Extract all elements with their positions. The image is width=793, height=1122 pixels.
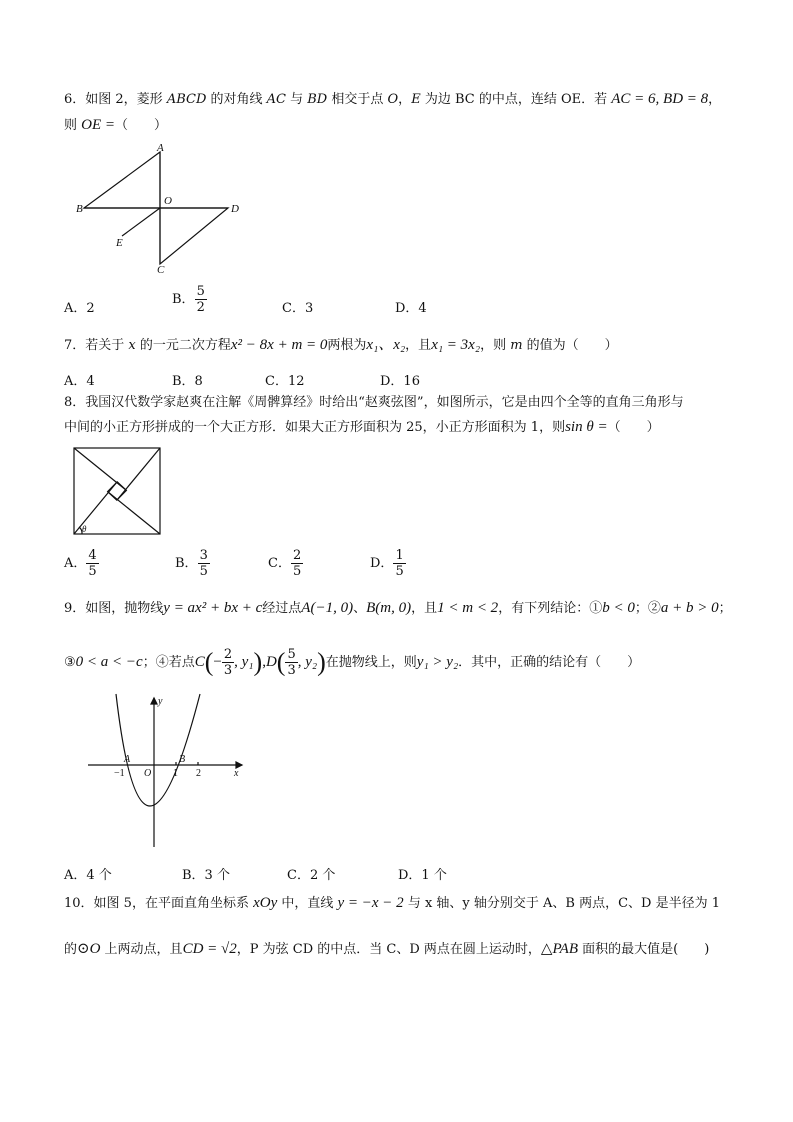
q10-line2: 的⊙O 上两动点，且CD = √2，P 为弦 CD 的中点．当 C、D 两点在圆上运动时，△PAB 面积的最大值是( ) [64, 941, 710, 957]
fraction: $\frac{2}{5}$ [292, 548, 302, 579]
q8-option-b[interactable]: B． $\frac{3}{5}$ [175, 548, 208, 579]
q9-conclusion-2: a + b > 0 [660, 600, 719, 616]
fraction: $\frac{2}{3}$ [223, 647, 233, 678]
q10-line1: 10．如图 5，在平面直角坐标系 xOy 中，直线 y = −x − 2 与 x 轴、y 轴分别交于 A、B 两点，C、D 是半径为 1 [64, 895, 721, 911]
q6-rhombus-figure [78, 142, 248, 274]
label-1: 1 [173, 768, 178, 779]
q6-option-c[interactable]: C．3 [282, 301, 314, 316]
label-e: E [116, 237, 123, 249]
q7-option-d[interactable]: D．16 [380, 374, 420, 389]
label-c: C [157, 264, 165, 276]
q9-parabola-figure [86, 692, 248, 852]
label-a: A [157, 142, 164, 154]
label-b: B [76, 203, 83, 215]
q10-triangle: △PAB [540, 941, 579, 957]
q7-equation: x² − 8x + m = 0 [230, 337, 328, 353]
q6-line2: 则 OE =（ ） [64, 117, 168, 133]
q6-condition: AC = 6, BD = 8 [611, 91, 709, 107]
hypotenuse-2 [117, 448, 160, 500]
q8-line2: 中间的小正方形拼成的一个大正方形．如果大正方形面积为 25，小正方形面积为 1，则sin θ =（ ） [64, 419, 660, 435]
q10-cd: CD = √2 [182, 941, 237, 957]
q9-option-d[interactable]: D．1 个 [398, 868, 447, 883]
q9-option-b[interactable]: B．3 个 [182, 868, 230, 883]
hypotenuse-3 [108, 492, 160, 534]
q9-option-a[interactable]: A．4 个 [64, 868, 112, 883]
theta-label: θ [82, 524, 87, 534]
q9-parabola: y = ax² + bx + c [163, 600, 263, 616]
q9-line2: ③0 < a < −c；④若点C(− $\frac{2}{3}$ , y₁),D( $\frac{5}{3}$ , y₂)在抛物线上，则y₁ > y₂．其中，正确的结论有（ ） [64, 647, 641, 678]
q6-oe: OE = [81, 117, 116, 133]
label-a: A [124, 754, 131, 765]
label-o: O [144, 768, 152, 779]
y-axis-arrow [151, 698, 157, 704]
parabola-curve [116, 694, 200, 806]
q9-option-c[interactable]: C．2 个 [287, 868, 336, 883]
q8-option-a[interactable]: A． $\frac{4}{5}$ [64, 548, 97, 579]
label-b: B [179, 754, 186, 765]
fraction: $\frac{1}{5}$ [395, 548, 404, 579]
hypotenuse-1 [74, 448, 126, 490]
q6-line1: 6．如图 2，菱形 ABCD 的对角线 AC 与 BD 相交于点 O，E 为边 BC 的中点，连结 OE．若 AC = 6, BD = 8， [64, 91, 722, 107]
outer-square [74, 448, 160, 534]
q7-relation: x₁ = 3x₂ [431, 337, 481, 353]
q9-line1: 9．如图，抛物线y = ax² + bx + c经过点A(−1, 0)、B(m, 0)，且1 < m < 2，有下列结论：①b < 0；②a + b > 0； [64, 600, 732, 616]
segment-oe [122, 208, 160, 236]
hypotenuse-4 [74, 482, 117, 534]
q6-option-b[interactable]: B． $\frac{5}{2}$ [172, 284, 205, 315]
fraction: $\frac{3}{5}$ [199, 548, 208, 579]
label-neg1: −1 [114, 768, 125, 779]
fraction: $\frac{5}{3}$ [287, 647, 296, 678]
fraction: $\frac{5}{2}$ [196, 284, 205, 315]
q8-option-d[interactable]: D． $\frac{1}{5}$ [370, 548, 404, 579]
q7-option-c[interactable]: C．12 [265, 374, 305, 389]
q6-option-a[interactable]: A．2 [64, 301, 95, 316]
q8-option-c[interactable]: C． $\frac{2}{5}$ [268, 548, 302, 579]
q7-option-b[interactable]: B．8 [172, 374, 203, 389]
label-x: x [234, 768, 239, 779]
q8-sin: sin θ = [565, 419, 608, 435]
label-d: D [231, 203, 239, 215]
inner-square [108, 482, 127, 500]
q10-xoy: xOy [253, 895, 278, 911]
q9-condition: 1 < m < 2 [437, 600, 499, 616]
q9-point-a: A(−1, 0) [301, 600, 354, 616]
q7-roots: x₁、x₂ [366, 337, 406, 353]
q6-option-d[interactable]: D．4 [395, 301, 427, 316]
q9-conclusion-4: y₁ > y₂ [416, 654, 459, 670]
label-y: y [158, 696, 163, 707]
q7-stem: 7．若关于 x 的一元二次方程x² − 8x + m = 0两根为x₁、x₂，且x₁ = 3x₂，则 m 的值为（ ） [64, 337, 618, 353]
q8-zhaoshuang-figure [72, 446, 164, 538]
q7-option-a[interactable]: A．4 [64, 374, 95, 389]
q9-conclusion-3: 0 < a < −c [75, 654, 143, 670]
fraction: $\frac{4}{5}$ [88, 548, 97, 579]
q8-line1: 8．我国汉代数学家赵爽在注解《周髀算经》时给出“赵爽弦图”，如图所示，它是由四个全等的直角三角形与 [64, 395, 684, 410]
q9-conclusion-1: b < 0 [602, 600, 635, 616]
q10-circle: ⊙O [77, 941, 101, 957]
q10-line-equation: y = −x − 2 [337, 895, 404, 911]
q9-point-b: B(m, 0) [366, 600, 412, 616]
label-o: O [164, 195, 172, 207]
label-2: 2 [196, 768, 201, 779]
